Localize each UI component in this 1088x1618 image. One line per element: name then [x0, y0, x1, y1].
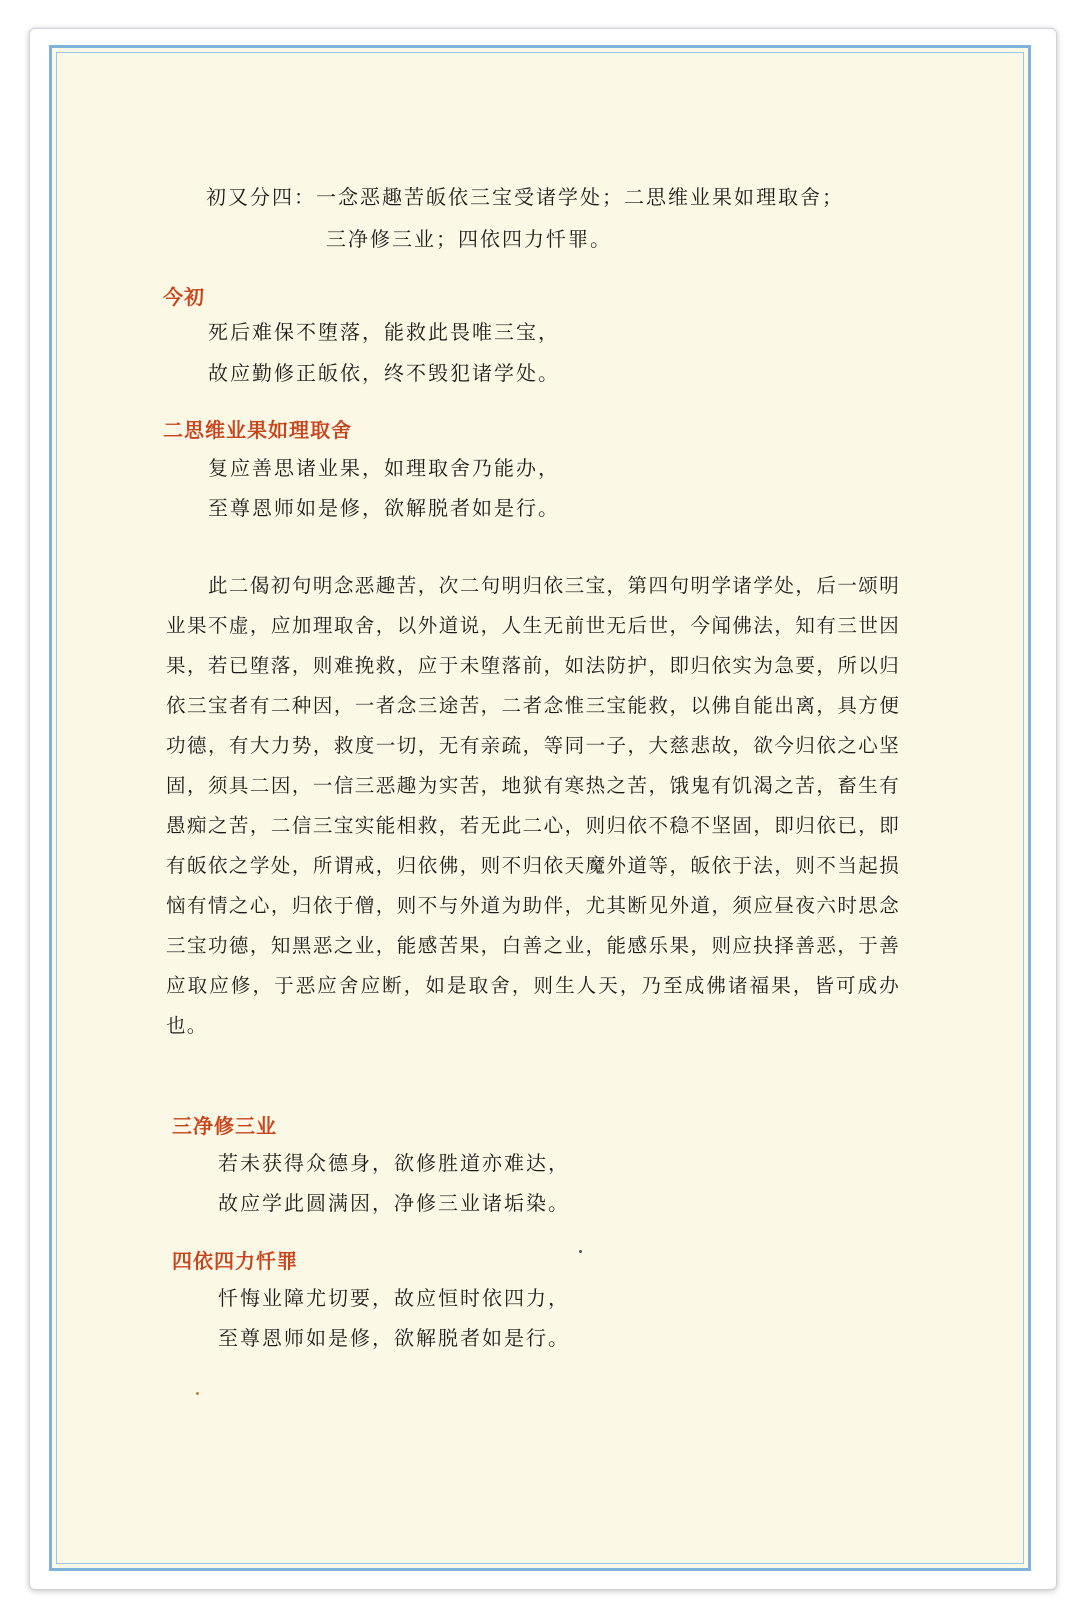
verse-line: 复应善思诸业果，如理取舍乃能办， — [208, 456, 560, 480]
verse-line: 忏悔业障尤切要，故应恒时依四力， — [218, 1286, 570, 1310]
section-heading-1: 今初 — [163, 285, 205, 309]
verse-line: 若未获得众德身，欲修胜道亦难达， — [218, 1151, 570, 1175]
verse-line: 死后难保不堕落，能救此畏唯三宝， — [208, 320, 560, 344]
verse-line: 故应勤修正皈依，终不毁犯诸学处。 — [208, 361, 560, 385]
commentary-text: 此二偈初句明念恶趣苦，次二句明归依三宝，第四句明学诸学处，后一颂明业果不虚，应加理取舍，以外道说，人生无前世无后世，今闻佛法，知有三世因果，若已堕落，则难挽救，应于未堕落前，如法防护，即归依实为急要，所以归依三宝者有二种因，一者念三途苦，二者念惟三宝能救，以佛自能出离，具方便功德，有大力势，救度一切，无有亲疏，等同一子，大慈悲故，欲今归依之心坚固，须具二因，一信三恶趣为实苦，地狱有寒热之苦，饿鬼有饥渴之苦，畜生有愚痴之苦，二信三宝实能相救，若无此二心，则归依不稳不坚固，即归依已，即有皈依之学处，所谓戒，归依佛，则不归依天魔外道等，皈依于法，则不当起损恼有情之心，归依于僧，则不与外道为助伴，尤其断见外道，须应昼夜六时思念三宝功德，知黑恶之业，能感苦果，白善之业，能感乐果，则应抉择善恶，于善应取应修，于恶应舍应断，如是取舍，则生人天，乃至成佛诸福果，皆可成办也。 — [166, 574, 900, 1037]
section-heading-3: 三净修三业 — [172, 1114, 277, 1138]
scan-speck — [196, 1392, 199, 1395]
section-heading-2: 二思维业果如理取舍 — [163, 418, 352, 442]
commentary-paragraph — [166, 566, 900, 1046]
intro-line-2: 三净修三业；四依四力忏罪。 — [326, 227, 612, 251]
verse-line: 至尊恩师如是修，欲解脱者如是行。 — [218, 1326, 570, 1350]
verse-line: 故应学此圆满因，净修三业诸垢染。 — [218, 1191, 570, 1215]
intro-line-1: 初又分四：一念恶趣苦皈依三宝受诸学处；二思维业果如理取舍； — [206, 185, 844, 209]
scan-speck — [579, 1250, 582, 1253]
section-heading-4: 四依四力忏罪 — [172, 1249, 298, 1273]
verse-line: 至尊恩师如是修，欲解脱者如是行。 — [208, 496, 560, 520]
